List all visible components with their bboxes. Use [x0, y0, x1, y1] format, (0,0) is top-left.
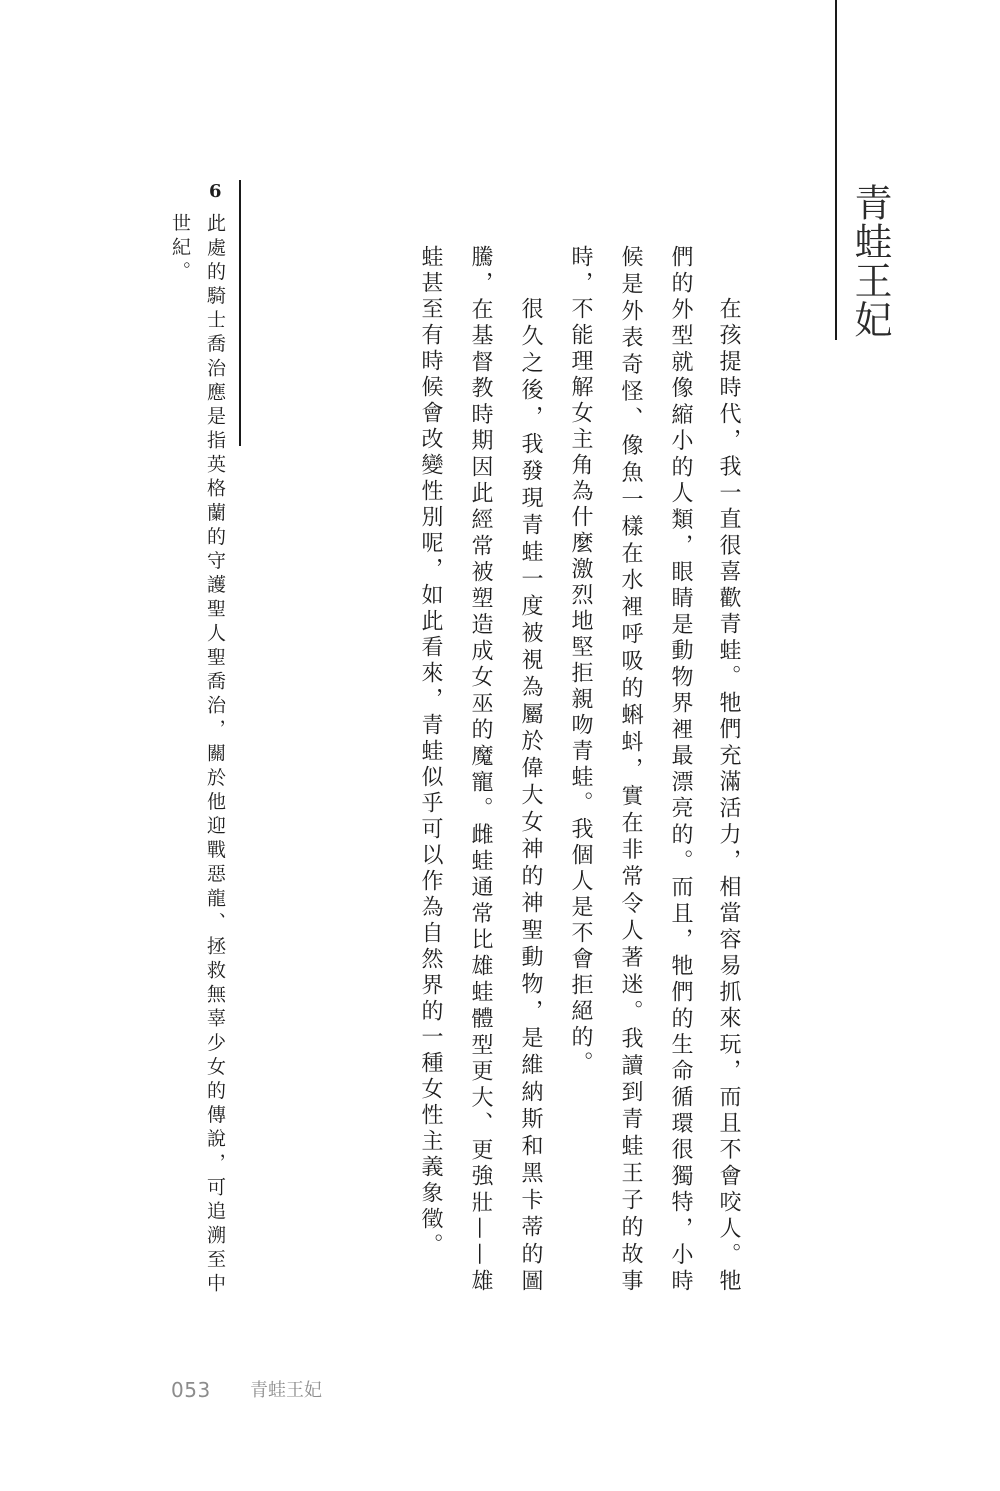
title-rule [835, 0, 837, 340]
body-line: 們的外型就像縮小的人類，眼睛是動物界裡最漂亮的。而且，牠們的生命循環很獨特，小時 [668, 245, 693, 1295]
body-line: 時，不能理解女主角為什麼激烈地堅拒親吻青蛙。我個人是不會拒絕的。 [568, 245, 593, 1077]
body-line: 在孩提時代，我一直很喜歡青蛙。牠們充滿活力，相當容易抓來玩，而且不會咬人。牠 [716, 297, 741, 1295]
body-line: 很久之後，我發現青蛙一度被視為屬於偉大女神的神聖動物，是維納斯和黑卡蒂的圖 [518, 297, 543, 1295]
body-line: 騰，在基督教時期因此經常被塑造成女巫的魔寵。雌蛙通常比雄蛙體型更大、更強壯——雄 [468, 245, 493, 1295]
body-line: 蛙甚至有時候會改變性別呢，如此看來，青蛙似乎可以作為自然界的一種女性主義象徵。 [418, 245, 443, 1259]
footnote-rule [239, 180, 241, 446]
page-number: 053 [171, 1378, 211, 1402]
chapter-title: 青蛙王妃 [848, 183, 892, 339]
footnote-line: 此處的騎士喬治應是指英格蘭的守護聖人聖喬治，關於他迎戰惡龍、拯救無辜少女的傳說，可追溯至中 [204, 213, 226, 1297]
footnote-number: 6 [209, 181, 222, 202]
running-title: 青蛙王妃 [250, 1380, 322, 1401]
footnote-line: 世紀。 [169, 213, 191, 285]
body-line: 候是外表奇怪、像魚一樣在水裡呼吸的蝌蚪，實在非常令人著迷。我讀到青蛙王子的故事 [618, 245, 643, 1295]
